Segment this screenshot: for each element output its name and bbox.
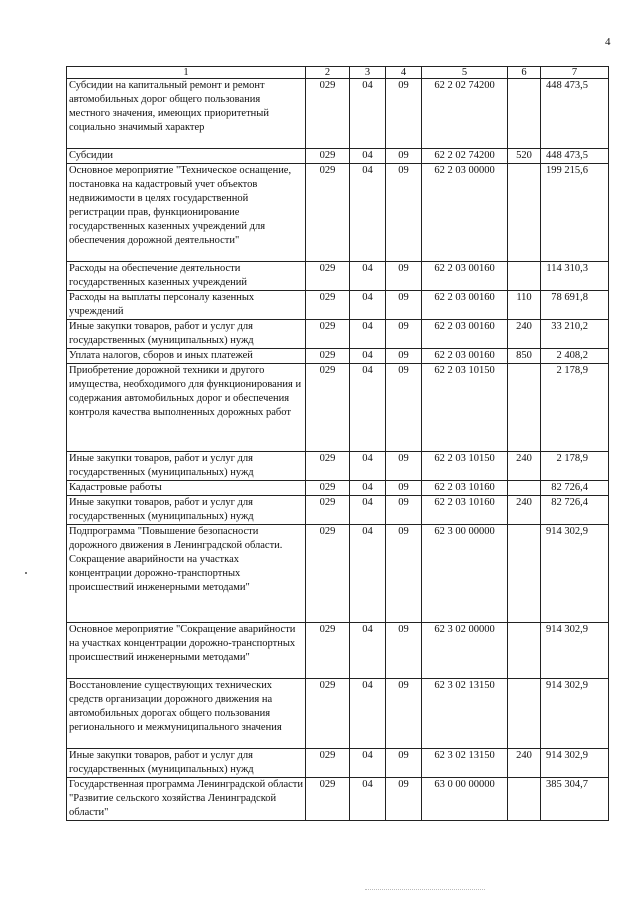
- table-row: [67, 149, 609, 164]
- row-expense-type-cell: [508, 481, 541, 496]
- row-amount-cell: 114 310,3: [541, 262, 609, 291]
- table-row: [67, 364, 609, 452]
- row-expense-type-cell: [508, 262, 541, 291]
- row-target-article-cell: 62 2 03 10150: [422, 452, 508, 481]
- row-name-cell: Восстановление существующих технических средств организации дорожного движения на автомобильных дорогах общего пользования регионального и межмуниципального значения: [67, 679, 306, 749]
- row-section-cell: 04: [350, 349, 386, 364]
- row-expense-type-cell: 240: [508, 749, 541, 778]
- table-header-row: [67, 67, 609, 79]
- row-ministry-code-cell: 029: [306, 496, 350, 525]
- row-subsection-cell: 09: [386, 291, 422, 320]
- row-section-cell: 04: [350, 452, 386, 481]
- row-subsection-cell: 09: [386, 262, 422, 291]
- row-section-cell: 04: [350, 481, 386, 496]
- row-expense-type-cell: 850: [508, 349, 541, 364]
- table-row: [67, 778, 609, 821]
- row-amount-cell: 82 726,4: [541, 496, 609, 525]
- row-section-cell: 04: [350, 679, 386, 749]
- row-section-cell: 04: [350, 778, 386, 821]
- row-target-article-cell: 63 0 00 00000: [422, 778, 508, 821]
- row-name-cell: Иные закупки товаров, работ и услуг для государственных (муниципальных) нужд: [67, 749, 306, 778]
- row-name-cell: Уплата налогов, сборов и иных платежей: [67, 349, 306, 364]
- header-cell-4: 4: [386, 67, 422, 79]
- row-amount-cell: 914 302,9: [541, 623, 609, 679]
- row-subsection-cell: 09: [386, 149, 422, 164]
- table-row: [67, 623, 609, 679]
- row-amount-cell: 33 210,2: [541, 320, 609, 349]
- scan-speck: [25, 572, 27, 574]
- row-amount-cell: 914 302,9: [541, 679, 609, 749]
- row-target-article-cell: 62 2 02 74200: [422, 79, 508, 149]
- table-row: [67, 525, 609, 623]
- row-target-article-cell: 62 2 03 10150: [422, 364, 508, 452]
- row-section-cell: 04: [350, 79, 386, 149]
- table-row: [67, 496, 609, 525]
- page-number: 4: [605, 36, 611, 48]
- row-subsection-cell: 09: [386, 525, 422, 623]
- row-target-article-cell: 62 3 02 13150: [422, 679, 508, 749]
- row-ministry-code-cell: 029: [306, 349, 350, 364]
- row-ministry-code-cell: 029: [306, 679, 350, 749]
- row-name-cell: Государственная программа Ленинградской области "Развитие сельского хозяйства Ленинградской области": [67, 778, 306, 821]
- row-ministry-code-cell: 029: [306, 291, 350, 320]
- row-ministry-code-cell: 029: [306, 79, 350, 149]
- row-section-cell: 04: [350, 749, 386, 778]
- row-name-cell: Иные закупки товаров, работ и услуг для государственных (муниципальных) нужд: [67, 320, 306, 349]
- row-amount-cell: 448 473,5: [541, 79, 609, 149]
- row-section-cell: 04: [350, 623, 386, 679]
- row-target-article-cell: 62 2 03 00160: [422, 349, 508, 364]
- row-target-article-cell: 62 3 02 13150: [422, 749, 508, 778]
- row-section-cell: 04: [350, 164, 386, 262]
- row-expense-type-cell: [508, 164, 541, 262]
- table-row: [67, 164, 609, 262]
- row-subsection-cell: 09: [386, 749, 422, 778]
- row-expense-type-cell: 240: [508, 320, 541, 349]
- row-section-cell: 04: [350, 320, 386, 349]
- row-section-cell: 04: [350, 262, 386, 291]
- table-row: [67, 452, 609, 481]
- row-subsection-cell: 09: [386, 623, 422, 679]
- table-row: [67, 749, 609, 778]
- row-target-article-cell: 62 2 03 00160: [422, 320, 508, 349]
- row-name-cell: Иные закупки товаров, работ и услуг для государственных (муниципальных) нужд: [67, 496, 306, 525]
- scan-edge-artifact: [365, 889, 485, 890]
- header-cell-7: 7: [541, 67, 609, 79]
- row-ministry-code-cell: 029: [306, 364, 350, 452]
- row-subsection-cell: 09: [386, 496, 422, 525]
- row-amount-cell: 82 726,4: [541, 481, 609, 496]
- budget-table: [66, 66, 609, 821]
- row-target-article-cell: 62 2 03 10160: [422, 496, 508, 525]
- row-ministry-code-cell: 029: [306, 164, 350, 262]
- row-target-article-cell: 62 2 03 00160: [422, 291, 508, 320]
- row-ministry-code-cell: 029: [306, 481, 350, 496]
- row-ministry-code-cell: 029: [306, 149, 350, 164]
- row-expense-type-cell: 240: [508, 452, 541, 481]
- row-amount-cell: 2 178,9: [541, 452, 609, 481]
- row-ministry-code-cell: 029: [306, 623, 350, 679]
- row-ministry-code-cell: 029: [306, 525, 350, 623]
- row-name-cell: Субсидии на капитальный ремонт и ремонт автомобильных дорог общего пользования местного значения, имеющих приоритетный социально значимый характер: [67, 79, 306, 149]
- row-name-cell: Иные закупки товаров, работ и услуг для государственных (муниципальных) нужд: [67, 452, 306, 481]
- row-expense-type-cell: 240: [508, 496, 541, 525]
- row-expense-type-cell: [508, 778, 541, 821]
- table-row: [67, 320, 609, 349]
- row-target-article-cell: 62 2 03 00000: [422, 164, 508, 262]
- row-name-cell: Основное мероприятие "Сокращение аварийности на участках концентрации дорожно-транспортных происшествий инженерными методами": [67, 623, 306, 679]
- row-section-cell: 04: [350, 496, 386, 525]
- header-cell-5: 5: [422, 67, 508, 79]
- row-expense-type-cell: [508, 623, 541, 679]
- row-section-cell: 04: [350, 149, 386, 164]
- row-ministry-code-cell: 029: [306, 262, 350, 291]
- row-target-article-cell: 62 2 03 10160: [422, 481, 508, 496]
- table-row: [67, 291, 609, 320]
- row-subsection-cell: 09: [386, 79, 422, 149]
- row-target-article-cell: 62 3 00 00000: [422, 525, 508, 623]
- row-subsection-cell: 09: [386, 481, 422, 496]
- table-body: [67, 67, 609, 821]
- row-amount-cell: 914 302,9: [541, 525, 609, 623]
- row-name-cell: Подпрограмма "Повышение безопасности дорожного движения в Ленинградской области. Сокращение аварийности на участках концентрации дорожно-транспортных происшествий инженерными методами": [67, 525, 306, 623]
- row-ministry-code-cell: 029: [306, 778, 350, 821]
- row-expense-type-cell: 520: [508, 149, 541, 164]
- row-expense-type-cell: [508, 679, 541, 749]
- row-amount-cell: 199 215,6: [541, 164, 609, 262]
- row-section-cell: 04: [350, 291, 386, 320]
- header-cell-3: 3: [350, 67, 386, 79]
- row-ministry-code-cell: 029: [306, 320, 350, 349]
- row-amount-cell: 78 691,8: [541, 291, 609, 320]
- row-subsection-cell: 09: [386, 364, 422, 452]
- row-section-cell: 04: [350, 364, 386, 452]
- header-cell-6: 6: [508, 67, 541, 79]
- row-target-article-cell: 62 2 03 00160: [422, 262, 508, 291]
- row-expense-type-cell: [508, 364, 541, 452]
- row-subsection-cell: 09: [386, 164, 422, 262]
- table-row: [67, 679, 609, 749]
- row-amount-cell: 2 408,2: [541, 349, 609, 364]
- row-expense-type-cell: [508, 525, 541, 623]
- row-subsection-cell: 09: [386, 452, 422, 481]
- row-subsection-cell: 09: [386, 778, 422, 821]
- row-subsection-cell: 09: [386, 349, 422, 364]
- row-name-cell: Субсидии: [67, 149, 306, 164]
- row-amount-cell: 385 304,7: [541, 778, 609, 821]
- row-amount-cell: 448 473,5: [541, 149, 609, 164]
- header-cell-1: 1: [67, 67, 306, 79]
- row-expense-type-cell: [508, 79, 541, 149]
- header-cell-2: 2: [306, 67, 350, 79]
- row-expense-type-cell: 110: [508, 291, 541, 320]
- row-ministry-code-cell: 029: [306, 749, 350, 778]
- row-name-cell: Приобретение дорожной техники и другого имущества, необходимого для функционирования и содержания автомобильных дорог и обеспечения контроля качества выполненных дорожных работ: [67, 364, 306, 452]
- row-name-cell: Кадастровые работы: [67, 481, 306, 496]
- row-name-cell: Основное мероприятие "Техническое оснащение, постановка на кадастровый учет объектов недвижимости в целях государственной регистрации прав, функционирование государственных казенных учреждений для обеспечения дорожной деятельности": [67, 164, 306, 262]
- row-amount-cell: 914 302,9: [541, 749, 609, 778]
- row-subsection-cell: 09: [386, 679, 422, 749]
- table-row: [67, 349, 609, 364]
- row-subsection-cell: 09: [386, 320, 422, 349]
- table-row: [67, 481, 609, 496]
- row-section-cell: 04: [350, 525, 386, 623]
- table-row: [67, 79, 609, 149]
- row-name-cell: Расходы на выплаты персоналу казенных учреждений: [67, 291, 306, 320]
- row-target-article-cell: 62 2 02 74200: [422, 149, 508, 164]
- row-name-cell: Расходы на обеспечение деятельности государственных казенных учреждений: [67, 262, 306, 291]
- row-target-article-cell: 62 3 02 00000: [422, 623, 508, 679]
- row-amount-cell: 2 178,9: [541, 364, 609, 452]
- row-ministry-code-cell: 029: [306, 452, 350, 481]
- table-row: [67, 262, 609, 291]
